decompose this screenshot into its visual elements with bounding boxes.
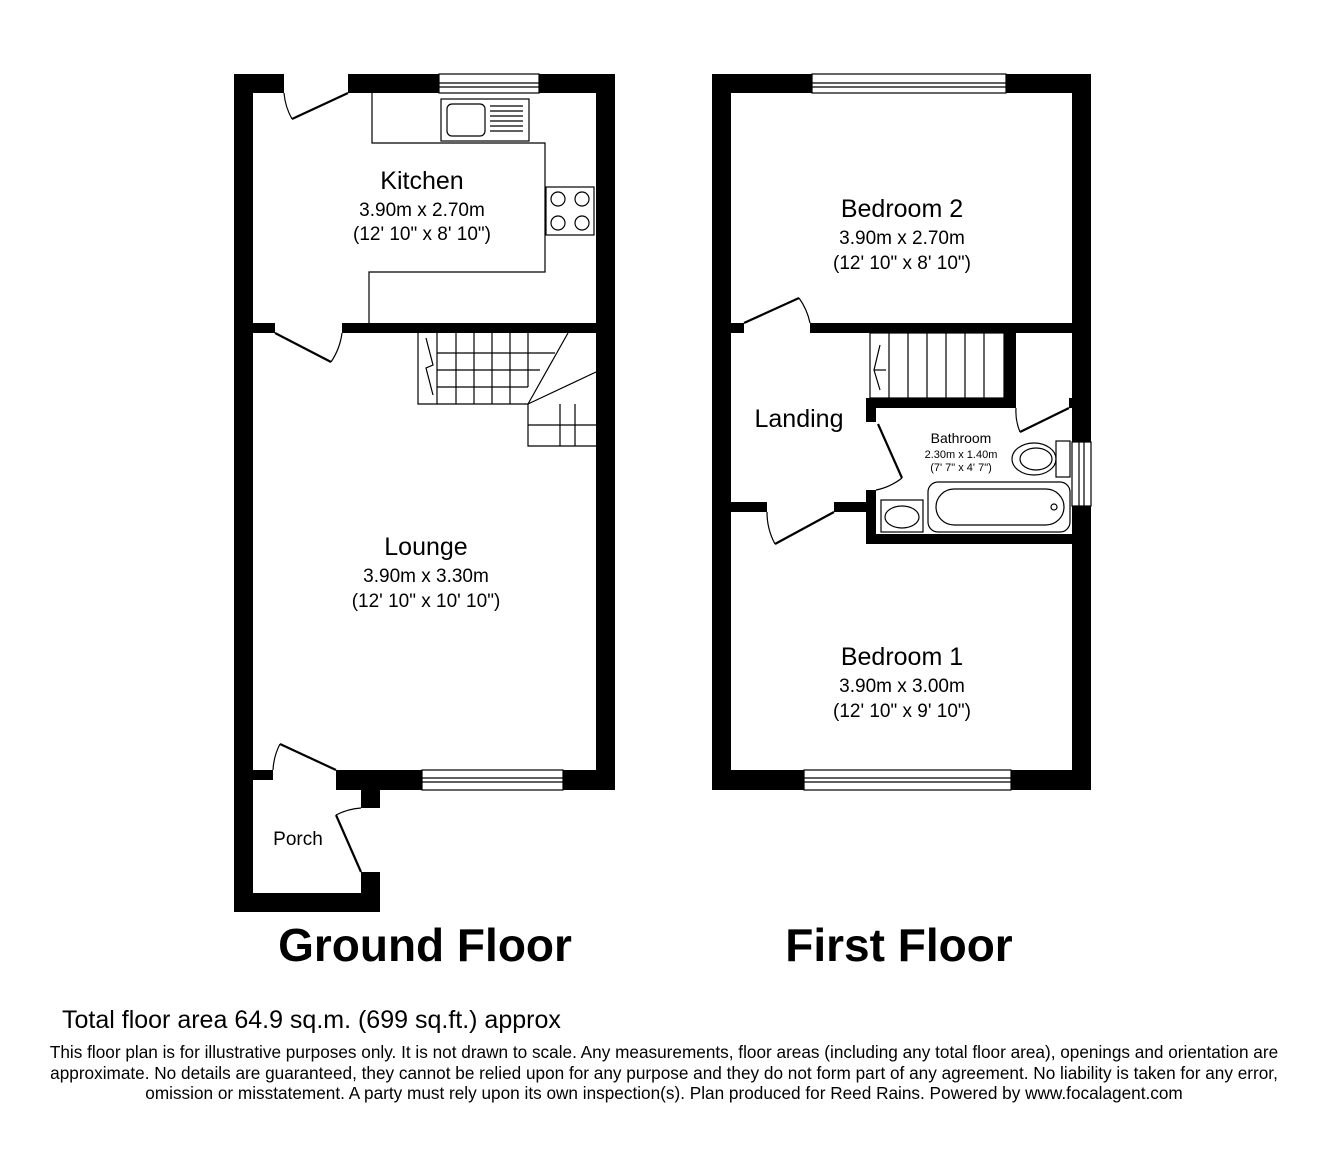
bedroom1-dim-metric: 3.90m x 3.00m	[839, 676, 965, 697]
bedroom2-name: Bedroom 2	[840, 195, 964, 223]
lounge-name: Lounge	[384, 533, 468, 561]
kitchen-door-icon	[275, 333, 342, 362]
sink-icon	[441, 99, 529, 141]
bedroom1-door-icon	[767, 512, 834, 544]
bedroom1-dim-imperial: (12' 10" x 9' 10")	[833, 701, 971, 722]
kitchen-name: Kitchen	[380, 167, 464, 195]
kitchen-dim-imperial: (12' 10" x 8' 10")	[353, 224, 491, 245]
lounge-dim-imperial: (12' 10" x 10' 10")	[351, 591, 501, 612]
back-door-icon	[284, 93, 348, 119]
bedroom1-name: Bedroom 1	[840, 643, 964, 671]
bedroom2-window	[812, 74, 1006, 93]
bedroom2-dim-metric: 3.90m x 2.70m	[839, 228, 965, 249]
total-floor-area: Total floor area 64.9 sq.m. (699 sq.ft.) approx	[62, 1006, 561, 1034]
bedroom2-door-icon	[744, 298, 810, 323]
kitchen-window	[439, 74, 539, 93]
basin-icon	[881, 500, 923, 532]
porch-name: Porch	[273, 829, 323, 850]
bathroom-dim-imperial: (7' 7" x 4' 7")	[930, 462, 992, 474]
ground-staircase-icon	[418, 333, 596, 446]
hob-icon	[546, 187, 594, 235]
cupboard-door-icon	[1016, 408, 1069, 432]
ground-floor-title: Ground Floor	[278, 919, 572, 971]
lounge-door-icon	[273, 744, 336, 770]
front-door-icon	[336, 808, 361, 872]
bath-icon	[928, 482, 1070, 532]
bedroom1-window	[804, 770, 1011, 790]
first-staircase-icon	[870, 333, 1004, 398]
first-floor-title: First Floor	[785, 919, 1013, 971]
bathroom-door-icon	[876, 424, 902, 490]
lounge-dim-metric: 3.90m x 3.30m	[363, 566, 489, 587]
disclaimer-text: This floor plan is for illustrative purposes only. It is not drawn to scale. Any measurements, floor areas (including any total floor area), openings and orientation are approximate. No details are guaranteed, they cannot be relied upon for any purpose and they do not form part of any agreement. No liability is taken for any error, omission or misstatement. A party must rely upon its own inspection(s). Plan produced for Reed Rains. Powered by www.focalagent.com	[49, 1042, 1279, 1103]
toilet-icon	[1012, 441, 1070, 477]
bathroom-window	[1072, 442, 1091, 506]
bathroom-dim-metric: 2.30m x 1.40m	[924, 449, 998, 461]
landing-name: Landing	[754, 405, 844, 433]
bathroom-name: Bathroom	[930, 430, 992, 446]
kitchen-dim-metric: 3.90m x 2.70m	[359, 200, 485, 221]
lounge-window	[422, 770, 563, 790]
bedroom2-dim-imperial: (12' 10" x 8' 10")	[833, 253, 971, 274]
